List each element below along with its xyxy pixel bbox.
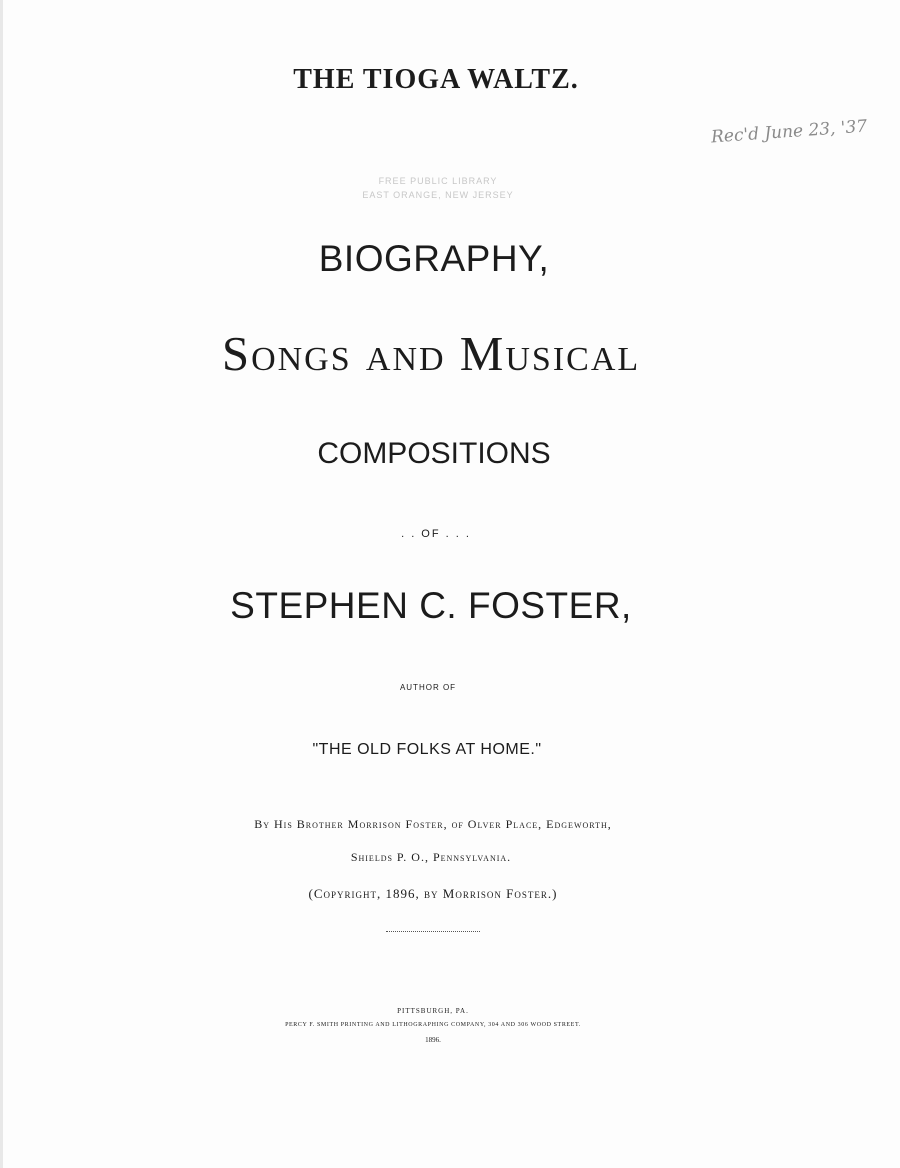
title-compositions: COMPOSITIONS — [317, 437, 551, 470]
running-title: THE TIOGA WALTZ. — [293, 64, 579, 95]
imprint-printer: PERCY F. SMITH PRINTING AND LITHOGRAPHING COMPANY, 304 AND 306 WOOD STREET. — [285, 1022, 581, 1028]
author-of-label: AUTHOR OF — [399, 683, 457, 692]
library-stamp-line2: EAST ORANGE, NEW JERSEY — [362, 190, 514, 200]
handwritten-note: Rec'd June 23, '37 — [710, 116, 868, 148]
copyright-notice: (Copyright, 1896, by Morrison Foster.) — [308, 886, 558, 901]
decorative-rule — [386, 931, 480, 932]
title-songs-and-musical: Songs and Musical — [221, 326, 641, 381]
author-name: STEPHEN C. FOSTER, — [230, 585, 632, 626]
byline-line2: Shields P. O., Pennsylvania. — [350, 850, 512, 864]
library-stamp-line1: FREE PUBLIC LIBRARY — [378, 176, 498, 186]
title-biography: BIOGRAPHY, — [318, 238, 550, 279]
imprint-year: 1896. — [425, 1036, 441, 1044]
famous-work-title: "THE OLD FOLKS AT HOME." — [312, 741, 542, 758]
imprint-city: PITTSBURGH, PA. — [397, 1007, 469, 1015]
title-of: . . OF . . . — [401, 528, 471, 540]
byline-line1: By His Brother Morrison Foster, of Olver Place, Edgeworth, — [254, 817, 612, 831]
